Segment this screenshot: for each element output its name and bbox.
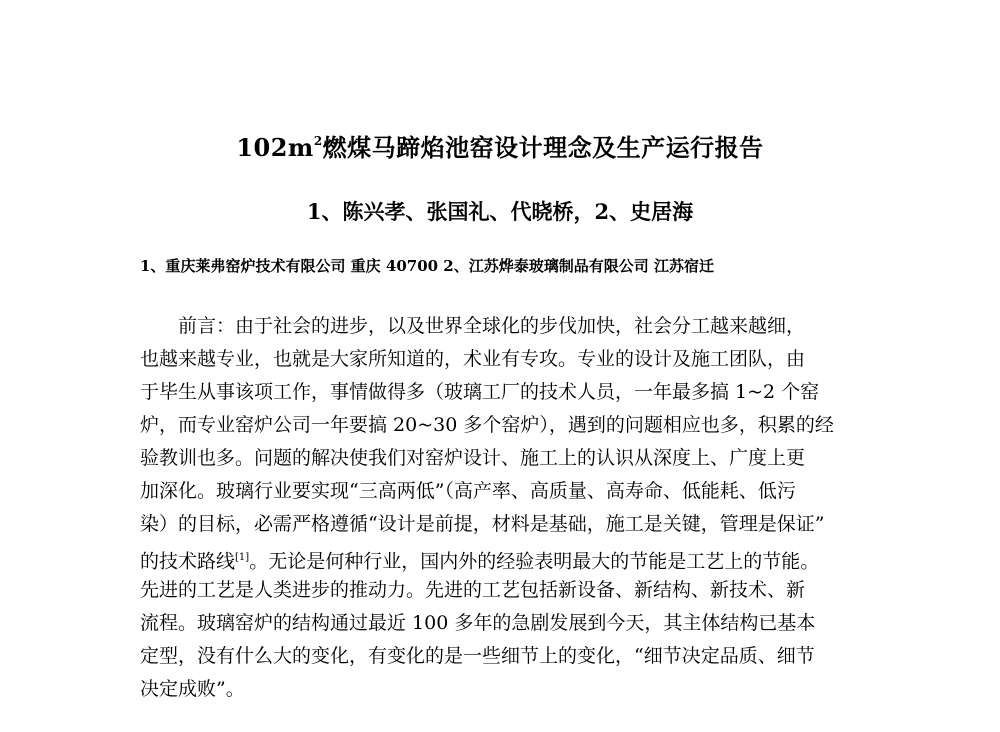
authors-line: 1、陈兴孝、张国礼、代晓桥，2、史居海 bbox=[306, 199, 694, 224]
body-paragraph bbox=[140, 310, 870, 706]
title-main: 燃煤马蹄焰池窑设计理念及生产运行报告 bbox=[322, 133, 764, 162]
paragraph-line: 流程。玻璃窑炉的结构通过最近 100 多年的急剧发展到今天，其主体结构已基本 bbox=[140, 612, 816, 634]
paragraph-line: 于毕生从事该项工作，事情做得多（玻璃工厂的技术人员，一年最多搞 1~2 个窑 bbox=[140, 381, 820, 403]
paragraph-line: 定型，没有什么大的变化，有变化的是一些细节上的变化，“细节决定品质、细节 bbox=[140, 645, 815, 667]
paragraph-line: 先进的工艺是人类进步的推动力。先进的工艺包括新设备、新结构、新技术、新 bbox=[140, 579, 806, 601]
paragraph-line: 验教训也多。问题的解决使我们对窑炉设计、施工上的认识从深度上、广度上更 bbox=[140, 447, 806, 469]
paragraph-line-with-citation bbox=[140, 541, 870, 574]
title-prefix: 102m bbox=[236, 133, 314, 162]
citation-marker: [1] bbox=[235, 552, 250, 563]
paragraph-line: 加深化。玻璃行业要实现“三高两低”（高产率、高质量、高寿命、低能耗、低污 bbox=[140, 480, 796, 502]
affiliation-line: 1、重庆莱弗窑炉技术有限公司 重庆 40700 2、江苏烨泰玻璃制品有限公司 江苏宿迁 bbox=[140, 257, 714, 275]
paragraph-line: 也越来越专业，也就是大家所知道的，术业有专攻。专业的设计及施工团队，由 bbox=[140, 348, 806, 370]
paragraph-line: 染）的目标，必需严格遵循“设计是前提，材料是基础，施工是关键，管理是保证” bbox=[140, 513, 825, 535]
line-text: 的技术路线 bbox=[140, 550, 236, 573]
title-superscript: 2 bbox=[313, 134, 323, 148]
paragraph-line: 炉，而专业窑炉公司一年要搞 20~30 多个窑炉），遇到的问题相应也多，积累的经 bbox=[140, 414, 834, 436]
line-text: 。无论是何种行业，国内外的经验表明最大的节能是工艺上的节能。 bbox=[249, 550, 820, 573]
paragraph-line: 决定成败”。 bbox=[140, 678, 245, 700]
page-title bbox=[0, 128, 1000, 163]
paragraph-line: 前言：由于社会的进步，以及世界全球化的步伐加快，社会分工越来越细， bbox=[178, 315, 806, 337]
